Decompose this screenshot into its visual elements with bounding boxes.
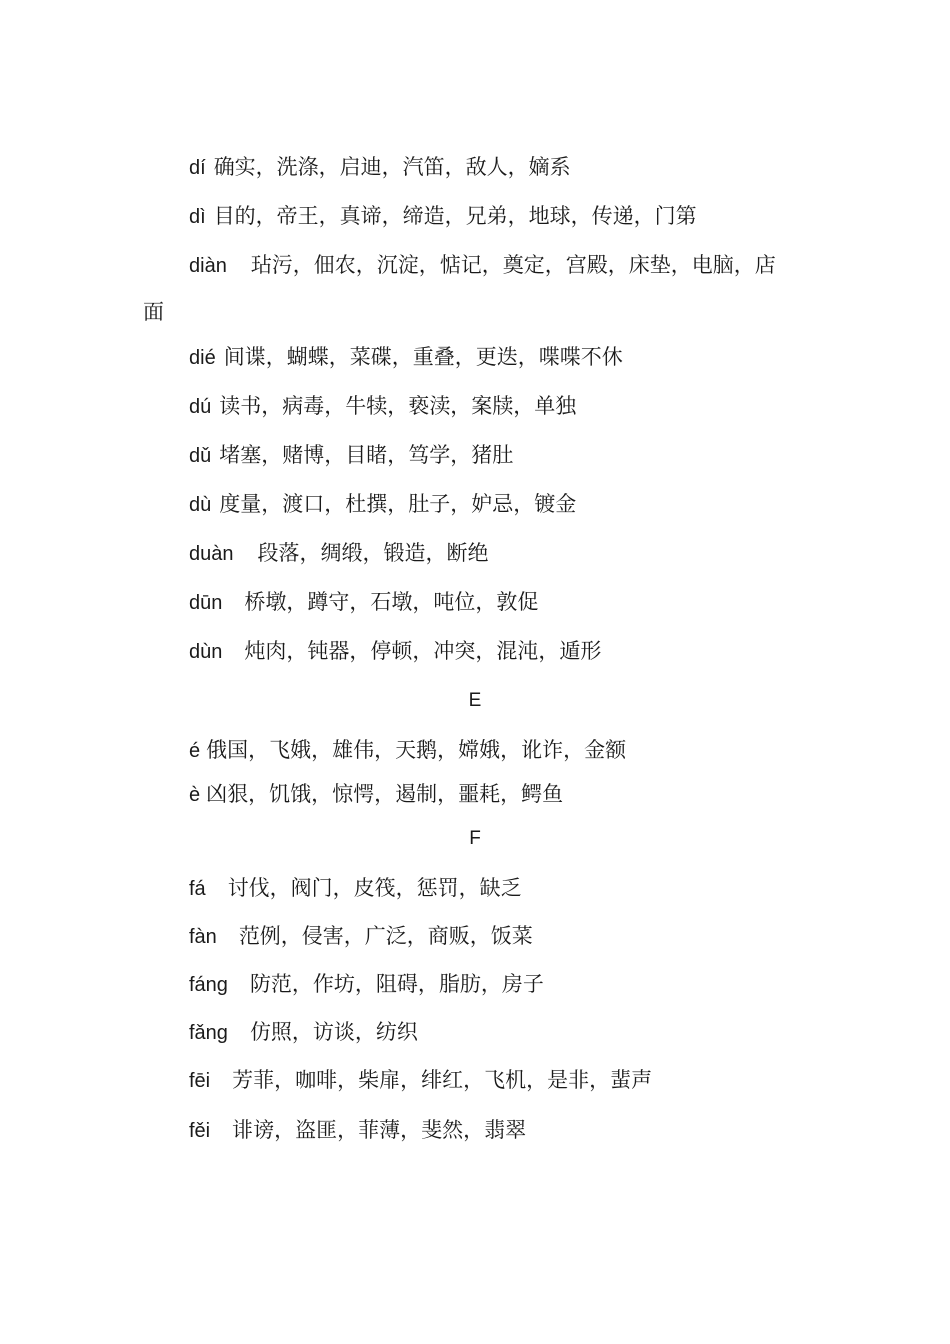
section-letter-e: E — [468, 690, 482, 711]
words: 防范，作坊，阻碍，脂肪，房子 — [249, 972, 544, 996]
pinyin: dǔ — [189, 445, 212, 467]
words: 讨伐，阀门，皮筏，惩罚，缺乏 — [227, 876, 522, 900]
pinyin: dù — [189, 494, 212, 516]
entry-fan4 — [0, 921, 950, 952]
entry-dian4 — [0, 250, 950, 281]
entry-dian4-continuation — [0, 297, 950, 327]
words: 芳菲，咖啡，柴扉，绯红，飞机，是非，蜚声 — [232, 1068, 653, 1092]
pinyin: fǎng — [189, 1022, 228, 1044]
entry-fa2 — [0, 873, 950, 904]
pinyin: dié — [189, 347, 216, 369]
continuation-text: 面 — [143, 300, 164, 324]
words: 间谍，蝴蝶，菜碟，重叠，更迭，喋喋不休 — [223, 345, 623, 369]
pinyin: fáng — [189, 974, 228, 996]
entry-di2 — [0, 152, 950, 183]
pinyin: è — [189, 784, 201, 806]
entry-du3 — [0, 440, 950, 471]
entry-fei1 — [0, 1065, 950, 1096]
entry-e4 — [0, 779, 950, 810]
pinyin: fá — [189, 878, 206, 900]
pinyin: duàn — [189, 543, 234, 565]
words: 堵塞，赌博，目睹，笃学，猪肚 — [219, 443, 514, 467]
entry-du4 — [0, 489, 950, 520]
entry-dun4 — [0, 636, 950, 667]
words: 俄国，飞娥，雄伟，天鹅，嫦娥，讹诈，金额 — [206, 738, 627, 762]
entry-fang2 — [0, 969, 950, 1000]
entry-dun1 — [0, 587, 950, 618]
pinyin: fàn — [189, 926, 217, 948]
pinyin: diàn — [189, 255, 227, 277]
words: 范例，侵害，广泛，商贩，饭菜 — [238, 924, 533, 948]
pinyin: dí — [189, 157, 206, 179]
words: 段落，绸缎，锻造，断绝 — [257, 541, 489, 565]
words: 仿照，访谈，纺织 — [249, 1020, 418, 1044]
entry-fang3 — [0, 1017, 950, 1048]
pinyin: fēi — [189, 1070, 211, 1092]
words: 凶狠，饥饿，惊愕，遏制，噩耗，鳄鱼 — [206, 782, 564, 806]
words: 读书，病毒，牛犊，亵渎，案牍，单独 — [219, 394, 577, 418]
pinyin: dú — [189, 396, 212, 418]
words: 目的，帝王，真谛，缔造，兄弟，地球，传递，门第 — [213, 204, 697, 228]
pinyin: dì — [189, 206, 206, 228]
words: 确实，洗涤，启迪，汽笛，敌人，嫡系 — [213, 155, 571, 179]
pinyin: é — [189, 740, 201, 762]
words: 桥墩，蹲守，石墩，吨位，敦促 — [244, 590, 539, 614]
section-letter-f: F — [469, 828, 481, 849]
entry-du2 — [0, 391, 950, 422]
words: 度量，渡口，杜撰，肚子，妒忌，镀金 — [219, 492, 577, 516]
words: 炖肉，钝器，停顿，冲突，混沌，遁形 — [244, 639, 602, 663]
words: 诽谤，盗匪，菲薄，斐然，翡翠 — [232, 1118, 527, 1142]
entry-e2 — [0, 735, 950, 766]
pinyin: fěi — [189, 1120, 211, 1142]
pinyin: dùn — [189, 641, 223, 663]
entry-die2 — [0, 342, 950, 373]
entry-fei3 — [0, 1115, 950, 1146]
entry-duan4 — [0, 538, 950, 569]
words: 玷污，佃农，沉淀，惦记，奠定，宫殿，床垫，电脑，店 — [250, 253, 776, 277]
entry-di4 — [0, 201, 950, 232]
pinyin: dūn — [189, 592, 223, 614]
